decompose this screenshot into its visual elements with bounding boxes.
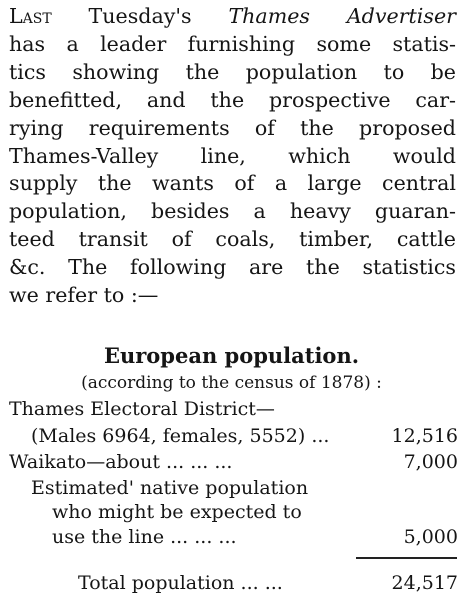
- paragraph-line: we refer to :—: [9, 283, 159, 308]
- table-row: [0, 424, 463, 448]
- row-label: who might be expected to: [52, 501, 302, 523]
- row-value: 7,000: [403, 451, 458, 473]
- table-subheading: (according to the census of 1878) :: [81, 373, 382, 393]
- row-value: 5,000: [403, 526, 458, 548]
- paragraph-line: has a leader furnishing some statis-: [9, 31, 456, 56]
- paragraph-line: rying requirements of the proposed: [9, 115, 456, 140]
- table-row: [0, 476, 463, 500]
- table-row: [0, 450, 463, 474]
- paragraph-line: teed transit of coals, timber, cattle: [9, 227, 456, 252]
- paragraph-line: [9, 3, 456, 31]
- row-label: Waikato—about ... ... ...: [9, 451, 233, 473]
- paragraph-line: tics showing the population to be: [9, 59, 456, 84]
- paragraph-lead-word: Last: [9, 4, 52, 28]
- article-paragraph: [9, 3, 456, 310]
- paragraph-line: population, besides a heavy guaran-: [9, 199, 456, 224]
- paragraph-line: &c. The following are the statistics: [9, 255, 456, 280]
- row-label: use the line ... ... ...: [52, 526, 237, 548]
- total-label: Total population ... ...: [78, 572, 283, 594]
- total-rule: [356, 557, 457, 559]
- newspaper-title: Thames Advertiser: [228, 4, 456, 28]
- row-label: Thames Electoral District—: [9, 398, 275, 420]
- paragraph-line: supply the wants of a large central: [9, 171, 456, 196]
- table-heading: European population.: [103, 343, 360, 368]
- paragraph-line-text: Tuesday's Thames Advertiser: [51, 4, 456, 28]
- table-row: [0, 397, 463, 421]
- table-row: [0, 500, 463, 524]
- row-label: Estimated' native population: [31, 477, 309, 499]
- row-label: (Males 6964, females, 5552) ...: [31, 425, 330, 447]
- paragraph-line: benefitted, and the prospective car-: [9, 87, 456, 112]
- paragraph-line: Thames-Valley line, which would: [9, 143, 456, 168]
- row-value: 12,516: [391, 425, 458, 447]
- total-row: [0, 571, 463, 595]
- table-row: [0, 525, 463, 549]
- total-value: 24,517: [391, 572, 458, 594]
